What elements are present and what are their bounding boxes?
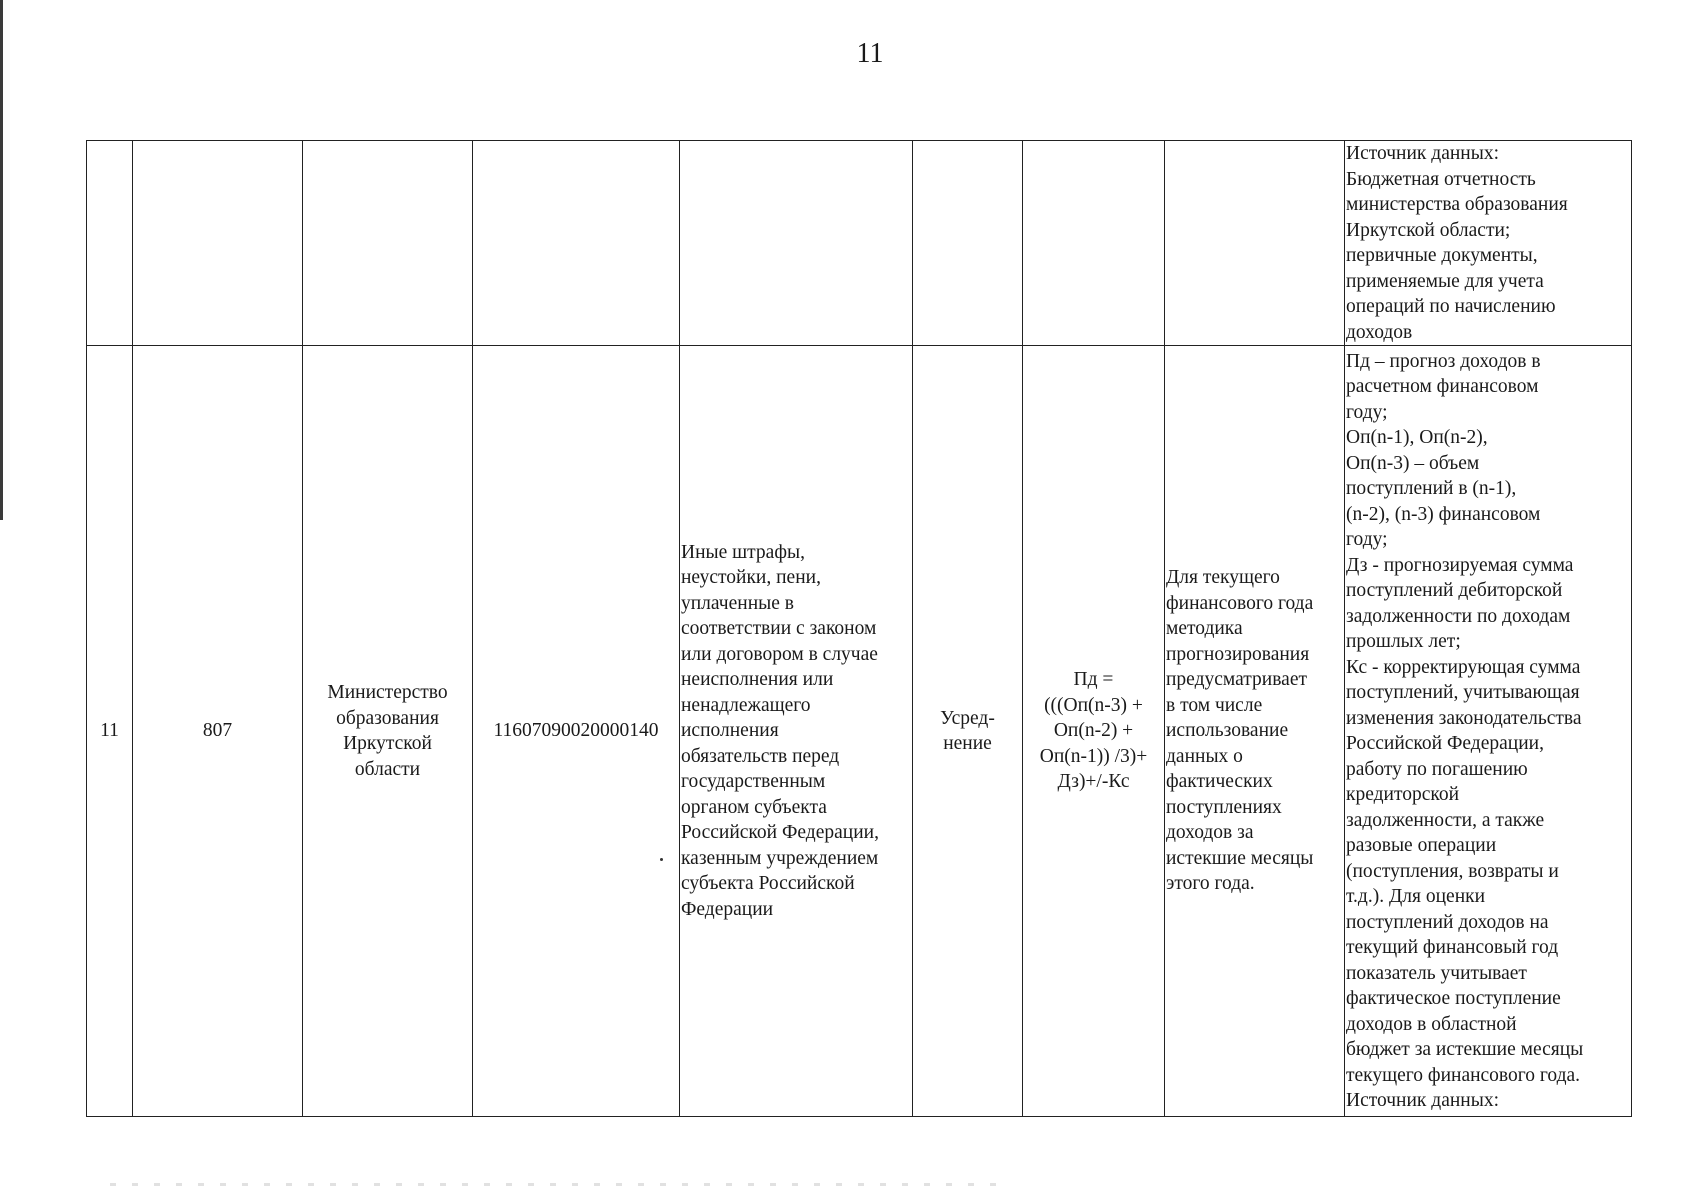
table-row bbox=[87, 346, 1632, 1117]
table-row bbox=[87, 141, 1632, 346]
scan-noise-line bbox=[110, 1183, 1010, 1186]
page-number: 11 bbox=[856, 38, 884, 69]
cell-income-name: Иные штрафы, неустойки, пени, уплаченные в соответствии с законом или договором в случае неисполнения или ненадлежащего исполнения обязательств перед государственным органом субъекта Российской Федерации, казенным учреждением субъекта Российской Федерации bbox=[680, 346, 913, 1117]
cell-kbk-code: 11607090020000140 bbox=[473, 346, 680, 1117]
cell-method bbox=[913, 141, 1023, 346]
cell-algorithm: Для текущего финансового года методика прогнозирования предусматривает в том числе использование данных о фактических поступлениях доходов за истекшие месяцы этого года. bbox=[1165, 346, 1345, 1117]
cell-row-number bbox=[87, 141, 133, 346]
cell-method: Усред- нение bbox=[913, 346, 1023, 1117]
cell-admin-code: 807 bbox=[133, 346, 303, 1117]
cell-administrator: Министерство образования Иркутской области bbox=[303, 346, 473, 1117]
cell-algorithm bbox=[1165, 141, 1345, 346]
cell-kbk-code bbox=[473, 141, 680, 346]
cell-admin-code bbox=[133, 141, 303, 346]
scan-speck bbox=[660, 858, 663, 861]
cell-row-number: 11 bbox=[87, 346, 133, 1117]
income-forecast-table bbox=[86, 140, 1632, 1117]
cell-description: Источник данных: Бюджетная отчетность министерства образования Иркутской области; первичные документы, применяемые для учета операций по начислению доходов bbox=[1345, 141, 1632, 346]
cell-description: Пд – прогноз доходов в расчетном финансовом году; Оп(n-1), Оп(n-2), Оп(n-3) – объем поступлений в (n-1), (n-2), (n-3) финансовом году; Дз - прогнозируемая сумма поступлений дебиторской задолженности по доходам прошлых лет; Кс - корректирующая сумма поступлений, учитывающая изменения законодательства Российской Федерации, работу по погашению кредиторской задолженности, а также разовые операции (поступления, возвраты и т.д.). Для оценки поступлений доходов на текущий финансовый год показатель учитывает фактическое поступление доходов в областной бюджет за истекшие месяцы текущего финансового года. Источник данных: bbox=[1345, 346, 1632, 1117]
scan-edge-line bbox=[0, 0, 3, 520]
cell-income-name bbox=[680, 141, 913, 346]
cell-formula bbox=[1023, 141, 1165, 346]
cell-formula: Пд = (((Оп(n-3) + Оп(n-2) + Оп(n-1)) /3)+ Дз)+/-Кс bbox=[1023, 346, 1165, 1117]
cell-administrator bbox=[303, 141, 473, 346]
